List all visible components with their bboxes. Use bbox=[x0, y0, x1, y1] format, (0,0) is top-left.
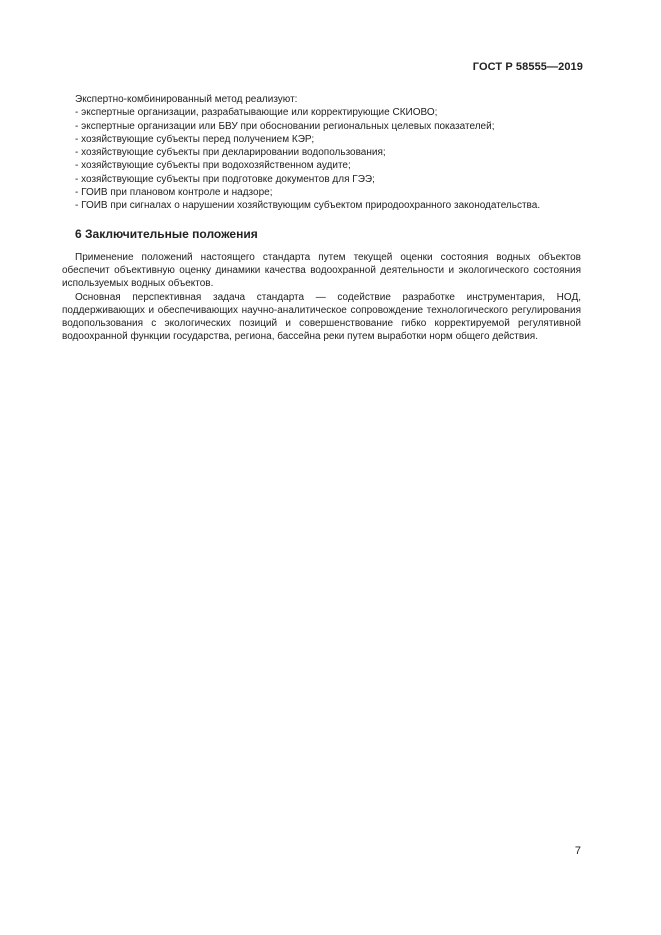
method-intro: Экспертно-комбинированный метод реализуют: bbox=[75, 94, 298, 105]
page-body bbox=[62, 93, 581, 344]
list-item: - хозяйствующие субъекты при декларировании водопользования; bbox=[75, 147, 386, 159]
document-standard-number: ГОСТ Р 58555—2019 bbox=[472, 61, 583, 73]
list-item: - хозяйствующие субъекты при водохозяйственном аудите; bbox=[75, 160, 351, 172]
list-item: - экспертные организации или БВУ при обосновании региональных целевых показателей; bbox=[75, 120, 495, 132]
section-paragraph: Применение положений настоящего стандарта путем текущей оценки состояния водных объектов обеспечит объективную оценку динамики качества водоохранной деятельности и экологического состояния используемых водных объектов. bbox=[62, 251, 581, 290]
list-item: - хозяйствующие субъекты перед получением КЭР; bbox=[75, 133, 315, 145]
list-item: - хозяйствующие субъекты при подготовке документов для ГЭЭ; bbox=[75, 173, 375, 185]
list-item: - ГОИВ при плановом контроле и надзоре; bbox=[75, 187, 273, 199]
implementers-list bbox=[62, 106, 581, 212]
list-item: - экспертные организации, разрабатывающие или корректирующие СКИОВО; bbox=[75, 107, 438, 119]
list-item: - ГОИВ при сигналах о нарушении хозяйствующим субъектом природоохранного законодательства. bbox=[75, 200, 541, 212]
page-number: 7 bbox=[574, 845, 581, 857]
section-heading: 6 Заключительные положения bbox=[75, 226, 258, 241]
section-paragraph: Основная перспективная задача стандарта — содействие разработке инструментария, НОД, поддерживающих и обеспечивающих научно-аналитическое сопровождение технологического регулирования водопользования с экологических позиций и совершенствование гибко корректируемой регулятивной водоохранной функции государства, региона, бассейна реки путем выработки норм общего действия. bbox=[62, 291, 581, 343]
